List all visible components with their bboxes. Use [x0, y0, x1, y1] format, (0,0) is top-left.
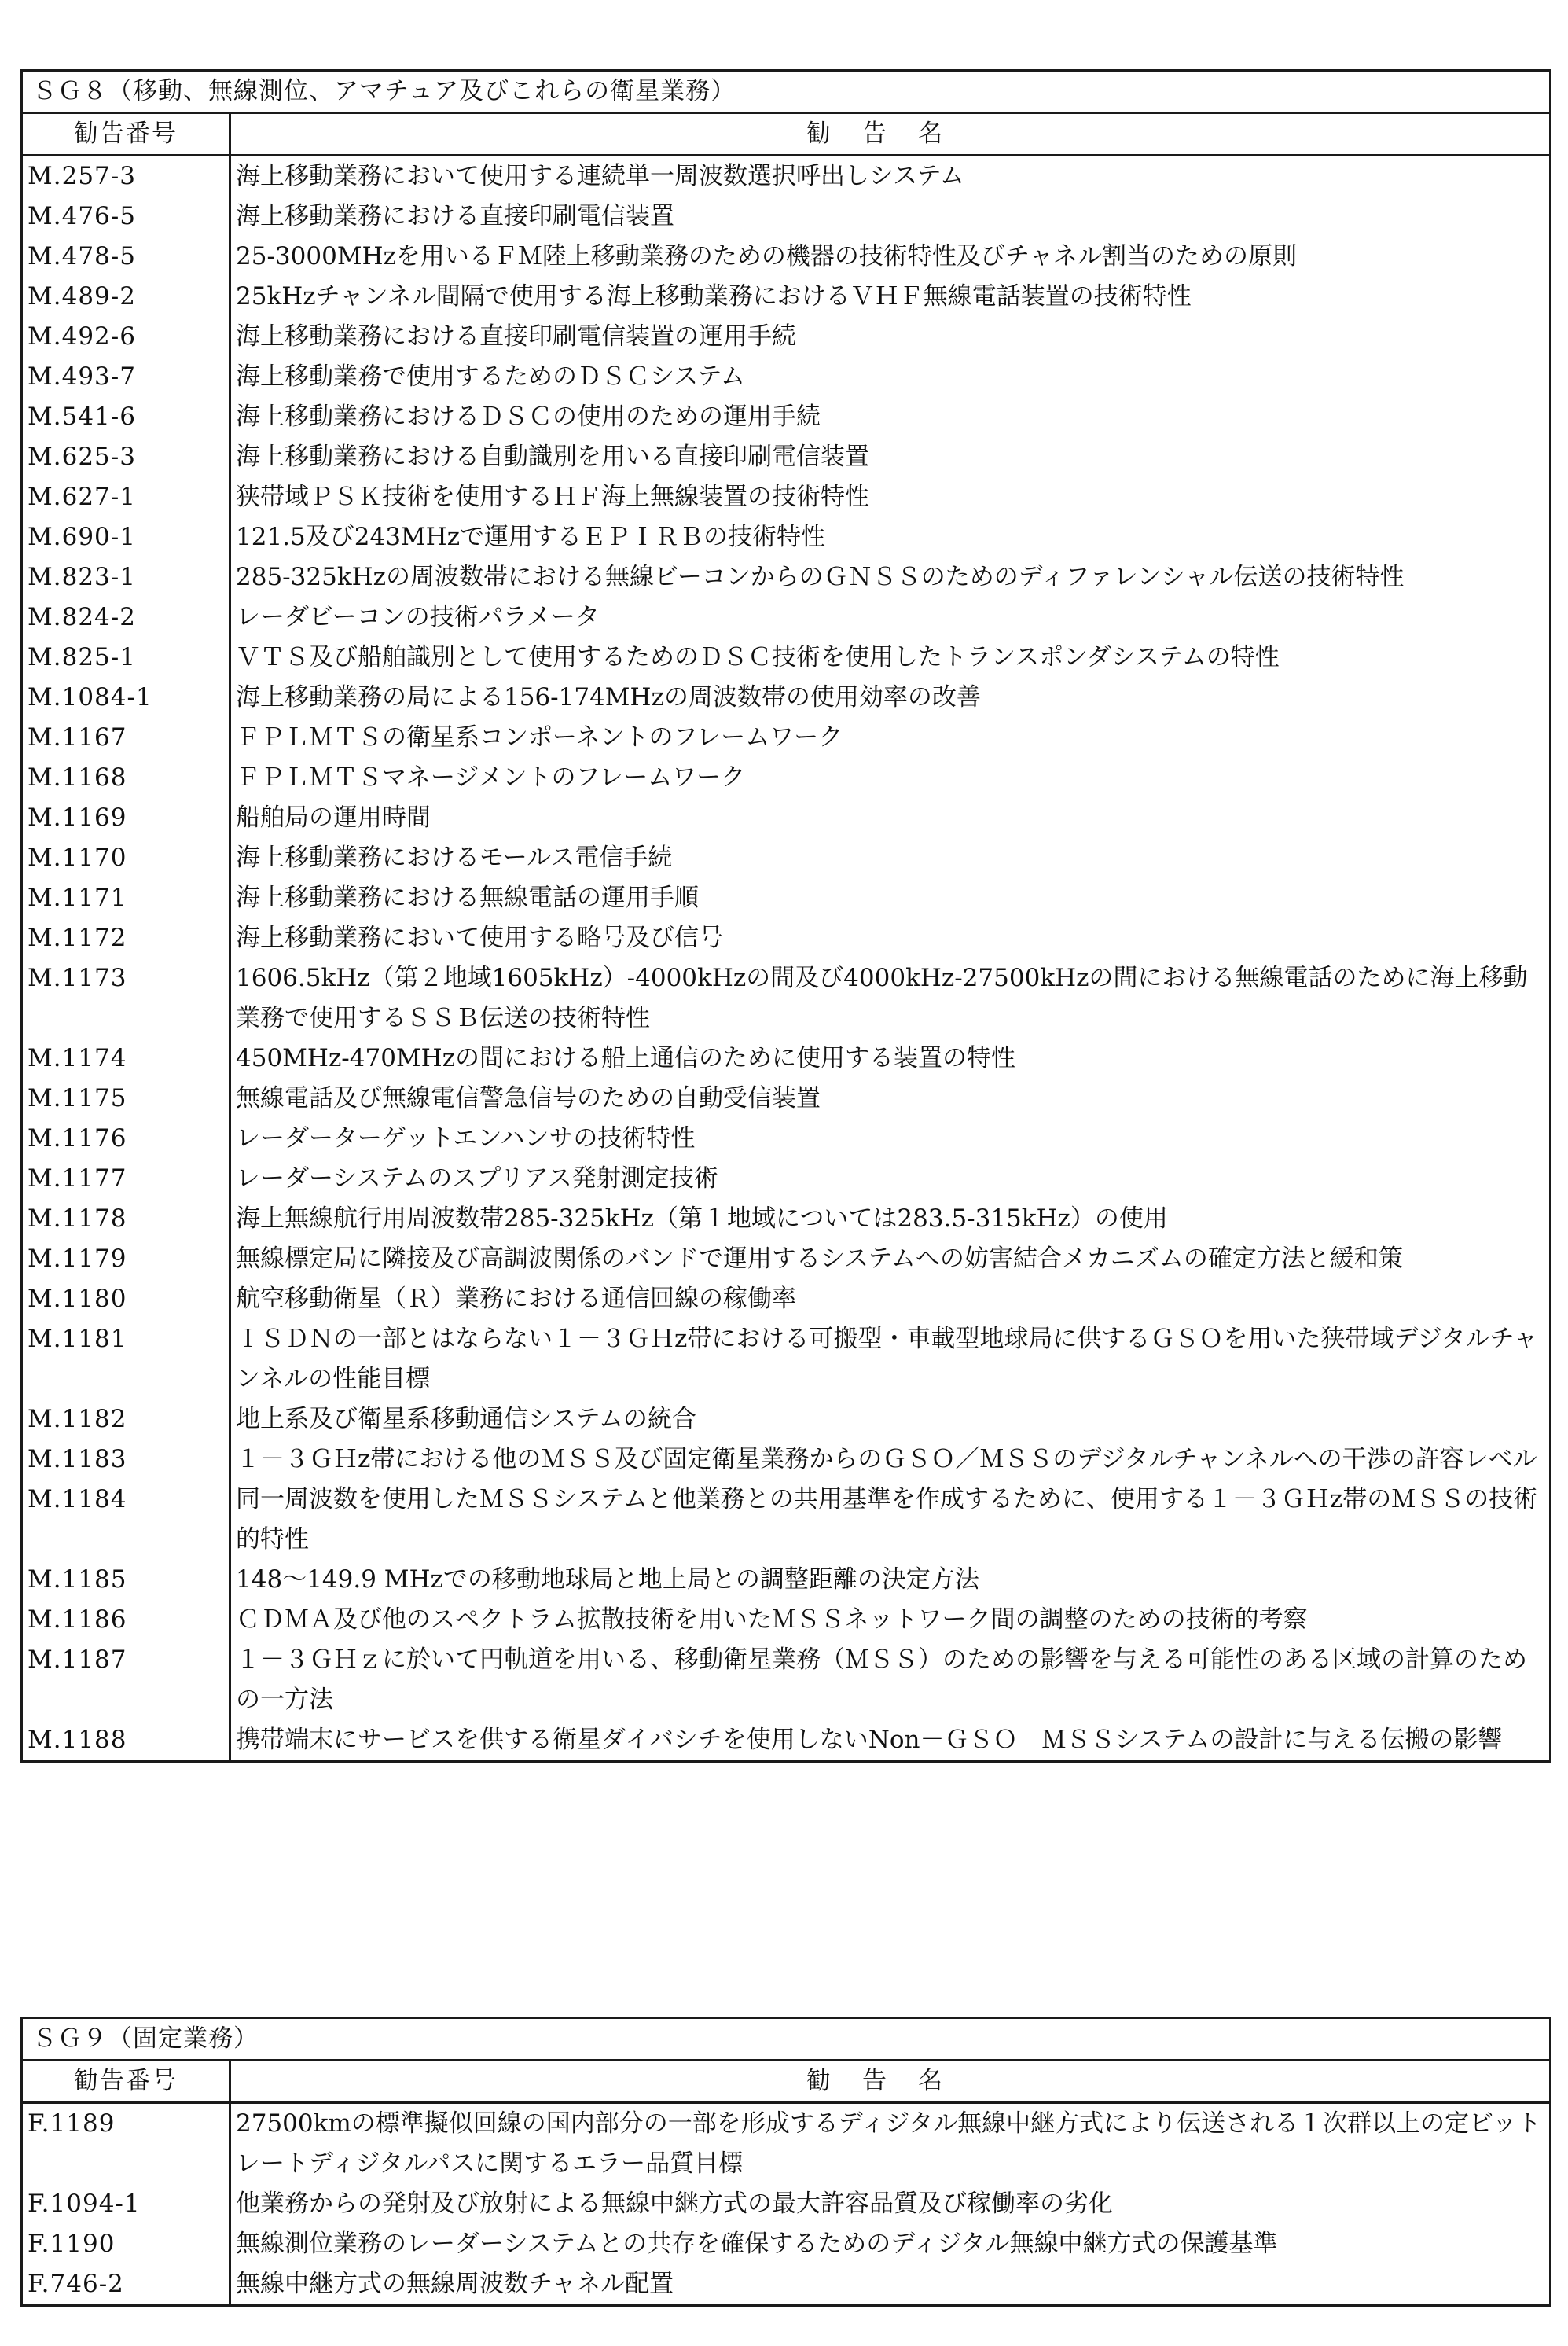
sg8-column-header-name: 勧告名	[230, 113, 1551, 156]
recommendation-number: M.1180	[22, 1279, 230, 1319]
recommendation-number: M.690-1	[22, 517, 230, 557]
recommendation-number: M.1187	[22, 1640, 230, 1720]
recommendation-name: ＣＤＭＡ及び他のスペクトラム拡散技術を用いたＭＳＳネットワーク間の調整のための技術的考察	[230, 1600, 1551, 1640]
recommendation-number: M.1179	[22, 1239, 230, 1279]
recommendation-name: 1606.5kHz（第２地域1605kHz）-4000kHzの間及び4000kHz-27500kHzの間における無線電話のために海上移動業務で使用するＳＳＢ伝送の技術特性	[230, 958, 1551, 1039]
recommendation-name: 25-3000MHzを用いるＦＭ陸上移動業務のための機器の技術特性及びチャネル割当のための原則	[230, 237, 1551, 277]
table-row	[22, 1039, 1551, 1079]
recommendation-name: 25kHzチャンネル間隔で使用する海上移動業務におけるＶＨＦ無線電話装置の技術特性	[230, 277, 1551, 317]
table-row	[22, 918, 1551, 958]
recommendation-number: M.1169	[22, 798, 230, 838]
table-row	[22, 878, 1551, 918]
table-row	[22, 397, 1551, 437]
recommendation-name: 航空移動衛星（Ｒ）業務における通信回線の稼働率	[230, 1279, 1551, 1319]
table-row	[22, 2103, 1551, 2185]
table-row	[22, 557, 1551, 598]
table-row	[22, 317, 1551, 357]
recommendation-name: レーダビーコンの技術パラメータ	[230, 598, 1551, 638]
table-row	[22, 638, 1551, 678]
recommendation-name: １－３ＧＨz帯における他のＭＳＳ及び固定衛星業務からのＧＳＯ／ＭＳＳのデジタルチャンネルへの干渉の許容レベル	[230, 1440, 1551, 1480]
recommendation-name: 海上移動業務におけるＤＳＣの使用のための運用手続	[230, 397, 1551, 437]
recommendation-number: M.541-6	[22, 397, 230, 437]
recommendation-name: 海上移動業務における無線電話の運用手順	[230, 878, 1551, 918]
recommendation-number: M.1174	[22, 1039, 230, 1079]
recommendation-number: M.1171	[22, 878, 230, 918]
table-row	[22, 798, 1551, 838]
table-row	[22, 1199, 1551, 1239]
recommendation-name: 無線標定局に隣接及び高調波関係のバンドで運用するシステムへの妨害結合メカニズムの確定方法と緩和策	[230, 1239, 1551, 1279]
recommendation-number: M.1177	[22, 1159, 230, 1199]
recommendation-number: M.478-5	[22, 237, 230, 277]
table-row	[22, 437, 1551, 477]
recommendation-name: レーダーシステムのスプリアス発射測定技術	[230, 1159, 1551, 1199]
recommendation-name: 無線測位業務のレーダーシステムとの共存を確保するためのディジタル無線中継方式の保護基準	[230, 2224, 1551, 2264]
recommendation-number: F.1189	[22, 2103, 230, 2185]
recommendation-number: M.1185	[22, 1560, 230, 1600]
recommendation-name: 148～149.9 MHzでの移動地球局と地上局との調整距離の決定方法	[230, 1560, 1551, 1600]
recommendation-name: ＶＴＳ及び船舶識別として使用するためのＤＳＣ技術を使用したトランスポンダシステムの特性	[230, 638, 1551, 678]
recommendation-number: M.1084-1	[22, 678, 230, 718]
table-row	[22, 1119, 1551, 1159]
recommendation-name: 285-325kHzの周波数帯における無線ビーコンからのＧＮＳＳのためのディファレンシャル伝送の技術特性	[230, 557, 1551, 598]
recommendation-number: M.1178	[22, 1199, 230, 1239]
table-row	[22, 1079, 1551, 1119]
recommendation-number: M.493-7	[22, 357, 230, 397]
recommendation-number: M.492-6	[22, 317, 230, 357]
recommendation-name: 同一周波数を使用したＭＳＳシステムと他業務との共用基準を作成するために、使用する１－３ＧＨz帯のＭＳＳの技術的特性	[230, 1480, 1551, 1560]
table-row	[22, 156, 1551, 197]
table-row	[22, 958, 1551, 1039]
recommendation-name: 27500kmの標準擬似回線の国内部分の一部を形成するディジタル無線中継方式により伝送される１次群以上の定ビットレートディジタルパスに関するエラー品質目標	[230, 2103, 1551, 2185]
table-row	[22, 678, 1551, 718]
table-row	[22, 1600, 1551, 1640]
recommendation-number: M.823-1	[22, 557, 230, 598]
recommendation-number: M.1172	[22, 918, 230, 958]
recommendation-number: M.489-2	[22, 277, 230, 317]
recommendation-name: 船舶局の運用時間	[230, 798, 1551, 838]
table-row	[22, 1720, 1551, 1762]
recommendation-number: M.476-5	[22, 197, 230, 237]
recommendation-name: ＦＰＬＭＴＳマネージメントのフレームワーク	[230, 758, 1551, 798]
recommendation-name: 狭帯域ＰＳＫ技術を使用するＨＦ海上無線装置の技術特性	[230, 477, 1551, 517]
recommendation-number: M.1168	[22, 758, 230, 798]
sg9-recommendation-table	[20, 2017, 1551, 2307]
table-row	[22, 237, 1551, 277]
recommendation-number: M.1170	[22, 838, 230, 878]
recommendation-name: 携帯端末にサービスを供する衛星ダイバシチを使用しないNon－ＧＳＯ ＭＳＳシステムの設計に与える伝搬の影響	[230, 1720, 1551, 1762]
table-row	[22, 838, 1551, 878]
recommendation-name: 海上移動業務の局による156-174MHzの周波数帯の使用効率の改善	[230, 678, 1551, 718]
table-row	[22, 1319, 1551, 1399]
recommendation-number: M.257-3	[22, 156, 230, 197]
table-row	[22, 1399, 1551, 1440]
sg8-table-title: ＳＧ８（移動、無線測位、アマチュア及びこれらの衛星業務）	[22, 71, 1551, 113]
sg9-table-body	[22, 2103, 1551, 2306]
sg8-recommendation-table	[20, 69, 1551, 1763]
recommendation-number: M.627-1	[22, 477, 230, 517]
sg8-column-header-number: 勧告番号	[22, 113, 230, 156]
recommendation-number: M.1183	[22, 1440, 230, 1480]
recommendation-name: 海上移動業務における直接印刷電信装置	[230, 197, 1551, 237]
table-row	[22, 2264, 1551, 2306]
recommendation-number: M.1182	[22, 1399, 230, 1440]
recommendation-name: 海上移動業務において使用する連続単一周波数選択呼出しシステム	[230, 156, 1551, 197]
recommendation-name: 無線中継方式の無線周波数チャネル配置	[230, 2264, 1551, 2306]
recommendation-name: ＩＳＤＮの一部とはならない１－３ＧＨz帯における可搬型・車載型地球局に供するＧＳＯを用いた狭帯域デジタルチャンネルの性能目標	[230, 1319, 1551, 1399]
table-row	[22, 1159, 1551, 1199]
recommendation-name: 無線電話及び無線電信警急信号のための自動受信装置	[230, 1079, 1551, 1119]
recommendation-number: F.1190	[22, 2224, 230, 2264]
sg9-column-header-number: 勧告番号	[22, 2061, 230, 2103]
table-row	[22, 1560, 1551, 1600]
recommendation-name: 海上無線航行用周波数帯285-325kHz（第１地域については283.5-315kHz）の使用	[230, 1199, 1551, 1239]
recommendation-number: M.625-3	[22, 437, 230, 477]
recommendation-name: 海上移動業務における直接印刷電信装置の運用手続	[230, 317, 1551, 357]
table-row	[22, 517, 1551, 557]
recommendation-number: M.1184	[22, 1480, 230, 1560]
sg9-table-title: ＳＧ９（固定業務）	[22, 2018, 1551, 2061]
table-row	[22, 718, 1551, 758]
recommendation-number: M.1186	[22, 1600, 230, 1640]
sg8-table-body	[22, 156, 1551, 1762]
table-row	[22, 1239, 1551, 1279]
recommendation-name: レーダーターゲットエンハンサの技術特性	[230, 1119, 1551, 1159]
recommendation-number: M.1176	[22, 1119, 230, 1159]
recommendation-number: F.746-2	[22, 2264, 230, 2306]
recommendation-number: M.1175	[22, 1079, 230, 1119]
table-row	[22, 1480, 1551, 1560]
recommendation-name: 地上系及び衛星系移動通信システムの統合	[230, 1399, 1551, 1440]
table-row	[22, 758, 1551, 798]
recommendation-name: 450MHz-470MHzの間における船上通信のために使用する装置の特性	[230, 1039, 1551, 1079]
recommendation-name: ＦＰＬＭＴＳの衛星系コンポーネントのフレームワーク	[230, 718, 1551, 758]
recommendation-number: F.1094-1	[22, 2184, 230, 2224]
table-row	[22, 197, 1551, 237]
table-row	[22, 2224, 1551, 2264]
recommendation-number: M.825-1	[22, 638, 230, 678]
recommendation-name: 海上移動業務における自動識別を用いる直接印刷電信装置	[230, 437, 1551, 477]
sg9-column-header-name: 勧告名	[230, 2061, 1551, 2103]
table-row	[22, 1440, 1551, 1480]
recommendation-name: １－３ＧＨｚに於いて円軌道を用いる、移動衛星業務（ＭＳＳ）のための影響を与える可能性のある区域の計算のための一方法	[230, 1640, 1551, 1720]
table-row	[22, 357, 1551, 397]
recommendation-number: M.1188	[22, 1720, 230, 1762]
recommendation-name: 海上移動業務におけるモールス電信手続	[230, 838, 1551, 878]
table-row	[22, 2184, 1551, 2224]
table-row	[22, 598, 1551, 638]
table-row	[22, 1640, 1551, 1720]
recommendation-name: 121.5及び243MHzで運用するＥＰＩＲＢの技術特性	[230, 517, 1551, 557]
recommendation-number: M.1173	[22, 958, 230, 1039]
recommendation-name: 他業務からの発射及び放射による無線中継方式の最大許容品質及び稼働率の劣化	[230, 2184, 1551, 2224]
table-row	[22, 277, 1551, 317]
recommendation-number: M.1167	[22, 718, 230, 758]
table-row	[22, 1279, 1551, 1319]
recommendation-name: 海上移動業務において使用する略号及び信号	[230, 918, 1551, 958]
recommendation-name: 海上移動業務で使用するためのＤＳＣシステム	[230, 357, 1551, 397]
table-row	[22, 477, 1551, 517]
recommendation-number: M.824-2	[22, 598, 230, 638]
recommendation-number: M.1181	[22, 1319, 230, 1399]
